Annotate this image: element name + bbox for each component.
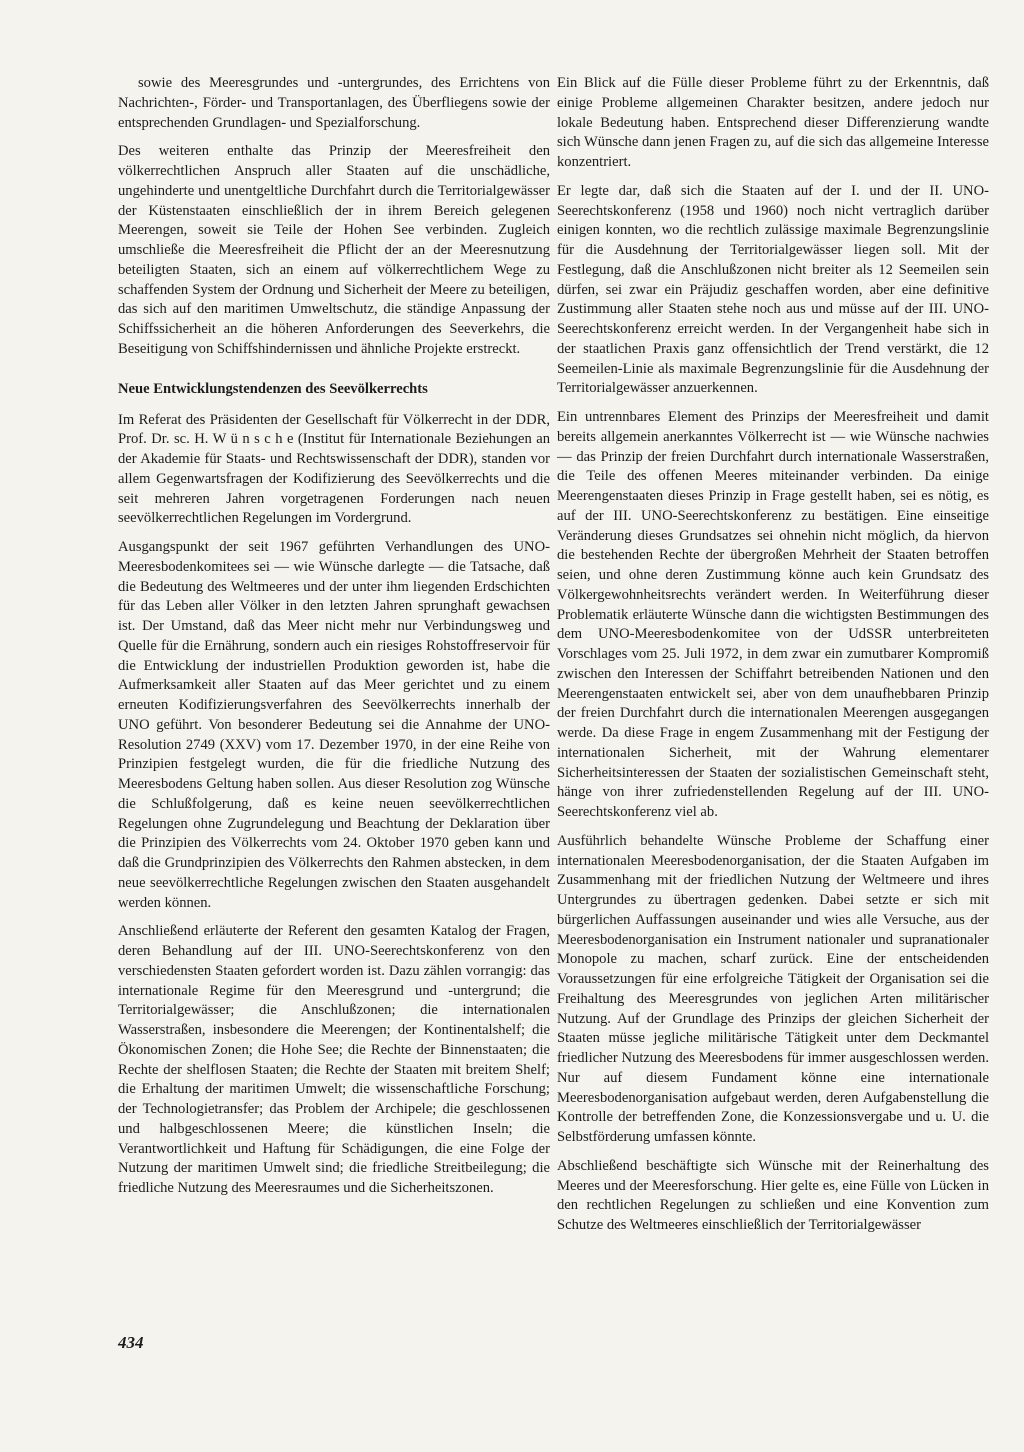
paragraph: Im Referat des Präsidenten der Gesellschaft für Völkerrecht in der DDR, Prof. Dr. sc. H. W ü n s c h e (Institut für Internationale Beziehungen an der Akademie für Staats- und Rechtswissenschaft der DDR), standen vor allem Gegenwartsfragen der Kodifizierung des Seevölkerrechts und die seit mehreren Jahren vorgetragenen Forderungen nach neuen seevölkerrechtlichen Regelungen im Vordergrund. [118, 411, 550, 527]
page-number: 434 [118, 1333, 144, 1352]
section-heading: Neue Entwicklungstendenzen des Seevölkerrechts [118, 380, 428, 397]
paragraph: Er legte dar, daß sich die Staaten auf der I. und der II. UNO-Seerechtskonferenz (1958 und 1960) noch nicht vertraglich darüber einigen konnten, wo die rechtlich zulässige maximale Begrenzungslinie für die Ausdehnung der Territorialgewässer liegen soll. Mit der Festlegung, daß die Anschlußzonen nicht breiter als 12 Seemeilen sein dürfen, sei zwar ein Präjudiz geschaffen worden, aber eine definitive Zustimmung aller Staaten stehe noch aus und müsse auf der III. UNO-Seerechtskonferenz erreicht werden. In der Vergangenheit habe sich in der staatlichen Praxis ganz offensichtlich der Trend verstärkt, die 12 Seemeilen-Linie als maximale Begrenzungslinie für die Ausdehnung der Territorialgewässer anzuerkennen. [557, 182, 989, 397]
paragraph: sowie des Meeresgrundes und -untergrundes, des Errichtens von Nachrichten-, Förder- und Transportanlagen, des Überfliegens sowie der entsprechenden Grundlagen- und Spezialforschung. [118, 75, 550, 131]
paragraph: Des weiteren enthalte das Prinzip der Meeresfreiheit den völkerrechtlichen Anspruch aller Staaten auf die unschädliche, ungehinderte und unentgeltliche Durchfahrt durch die Territorialgewässer der Küstenstaaten einschließlich der in ihrem Bereich gelegenen Meerengen, soweit sie Teile der Hohen See verbinden. Zugleich umschließe die Meeresfreiheit die Pflicht der an der Meeresnutzung beteiligten Staaten, sich an einem auf völkerrechtlichem Wege zu schaffenden System der Ordnung und Sicherheit der Meere zu beteiligen, das sich auf den maritimen Umweltschutz, die ständige Anpassung der Schiffssicherheit an die höheren Anforderungen des Seeverkehrs, die Beseitigung von Schiffshindernissen und ähnliche Projekte erstreckt. [118, 143, 550, 357]
paragraph: Anschließend erläuterte der Referent den gesamten Katalog der Fragen, deren Behandlung auf der III. UNO-Seerechtskonferenz von den verschiedensten Staaten gefordert worden ist. Dazu zählen vorrangig: das internationale Regime für den Meeresgrund und -untergrund; die Territorialgewässer; die Anschlußzonen; die internationalen Wasserstraßen, insbesondere die Meerengen; der Kontinentalshelf; die Ökonomischen Zonen; die Hohe See; die Rechte der Binnenstaaten; die Rechte der shelflosen Staaten; die Rechte der Staaten mit breitem Shelf; die Erhaltung der maritimen Umwelt; die wissenschaftliche Forschung; der Technologietransfer; das Problem der Archipele; die geschlossenen und halbgeschlossenen Meere; die künstlichen Inseln; die Verantwortlichkeit und Haftung für Schädigungen, die eine Folge der Nutzung der maritimen Umwelt sind; die friedliche Streitbeilegung; die friedliche Nutzung des Meeresraumes und die Sicherheitszonen. [118, 923, 550, 1196]
paragraph: Ein untrennbares Element des Prinzips der Meeresfreiheit und damit bereits allgemein anerkanntes Völkerrecht ist — wie Wünsche nachwies — das Prinzip der freien Durchfahrt durch internationale Wasserstraßen, die Teile des offenen Meeres miteinander verbinden. Da einige Meerengenstaaten dieses Prinzip in Frage gestellt haben, sei es nötig, es auf der III. UNO-Seerechtskonferenz zu bestätigen. Eine einseitige Veränderung dieses Grundsatzes sei ohnehin nicht möglich, da hiervon die bestehenden Rechte der übergroßen Mehrheit der Staaten betroffen seien, und ohne deren Zustimmung könne auch kein Grundsatz des Völkergewohnheitsrechts verändert werden. In Weiterführung dieser Problematik erläuterte Wünsche dann die wichtigsten Bestimmungen des dem UNO-Meeresbodenkomitee von der UdSSR unterbreiteten Vorschlages vom 25. Juli 1972, in dem zwar ein zumutbarer Kompromiß zwischen den Interessen der Schiffahrt betreibenden Nationen und den Meerengenstaaten entwickelt sei, aber von dem unaufhebbaren Prinzip der freien Durchfahrt durch die internationalen Meerengen ausgegangen werde. Da diese Frage in engem Zusammenhang mit der Festigung der internationalen Sicherheit, mit der Wahrung elementarer Sicherheitsinteressen der Staaten der sozialistischen Gemeinschaft steht, hänge von ihrer zufriedenstellenden Regelung auf der III. UNO-Seerechtskonferenz viel ab. [557, 409, 989, 820]
left-column [118, 74, 550, 1208]
right-column [557, 74, 989, 1245]
paragraph: Ausführlich behandelte Wünsche Probleme der Schaffung einer internationalen Meeresbodenorganisation, der die Staaten Aufgaben im Zusammenhang mit der friedlichen Nutzung der Weltmeere und ihres Untergrundes zu übertragen gedenken. Dabei setzte er sich mit bürgerlichen Auffassungen auseinander und wies alle Versuche, aus der Meeresbodenorganisation ein Instrument nationaler und supranationaler Monopole zu machen, scharf zurück. Eine der entscheidenden Voraussetzungen für eine erfolgreiche Tätigkeit der Organisation sei die Freihaltung des Meeresgrundes von jeglichen Arten militärischer Nutzung. Auf der Grundlage des Prinzips der gleichen Sicherheit der Staaten müsse jegliche militärische Tätigkeit unter dem Deckmantel friedlicher Nutzung des Meeresbodens für immer ausgeschlossen werden. Nur auf diesem Fundament könne eine internationale Meeresbodenorganisation aufgebaut werden, deren Aufgabenstellung die Kontrolle der betreffenden Zone, die Konzessionsvergabe und u. U. die Selbstförderung umfassen könnte. [557, 832, 989, 1145]
paragraph: Abschließend beschäftigte sich Wünsche mit der Reinerhaltung des Meeres und der Meeresforschung. Hier gelte es, eine Fülle von Lücken in den rechtlichen Regelungen zu schließen und eine Konvention zum Schutze des Weltmeeres einschließlich der Territorialgewässer [557, 1157, 989, 1233]
paragraph: Ein Blick auf die Fülle dieser Probleme führt zu der Erkenntnis, daß einige Probleme allgemeinen Charakter besitzen, andere jedoch nur lokale Bedeutung haben. Entsprechend dieser Differenzierung wandte sich Wünsche dann jenen Fragen zu, auf die sich das allgemeine Interesse konzentriert. [557, 75, 989, 170]
paragraph: Ausgangspunkt der seit 1967 geführten Verhandlungen des UNO-Meeresbodenkomitees sei — wie Wünsche darlegte — die Tatsache, daß die Bedeutung des Weltmeeres und der unter ihm liegenden Erdschichten für das Leben aller Völker in den letzten Jahren sprunghaft gewachsen ist. Der Umstand, daß das Meer nicht mehr nur Verbindungsweg und Quelle für die Ernährung, sondern auch ein riesiges Rohstoffreservoir für die Entwicklung der industriellen Produktion geworden ist, habe die Aufmerksamkeit aller Staaten auf das Meer gerichtet und zu einem erneuten Kodifizierungsverfahren des Seevölkerrechts innerhalb der UNO geführt. Von besonderer Bedeutung sei die Annahme der UNO-Resolution 2749 (XXV) vom 17. Dezember 1970, in der eine Reihe von Prinzipien festgelegt wurden, die für die friedliche Nutzung des Meeresbodens Geltung haben sollen. Aus dieser Resolution zog Wünsche die Schlußfolgerung, daß es keine neuen seevölkerrechtlichen Regelungen ohne Zugrundelegung und Beachtung der Deklaration über die Prinzipien des Völkerrechts vom 24. Oktober 1970 geben kann und daß die Grundprinzipien des Völkerrechts den Rahmen abstecken, in dem neue seevölkerrechtliche Regelungen zwischen den Staaten ausgehandelt werden können. [118, 539, 550, 911]
